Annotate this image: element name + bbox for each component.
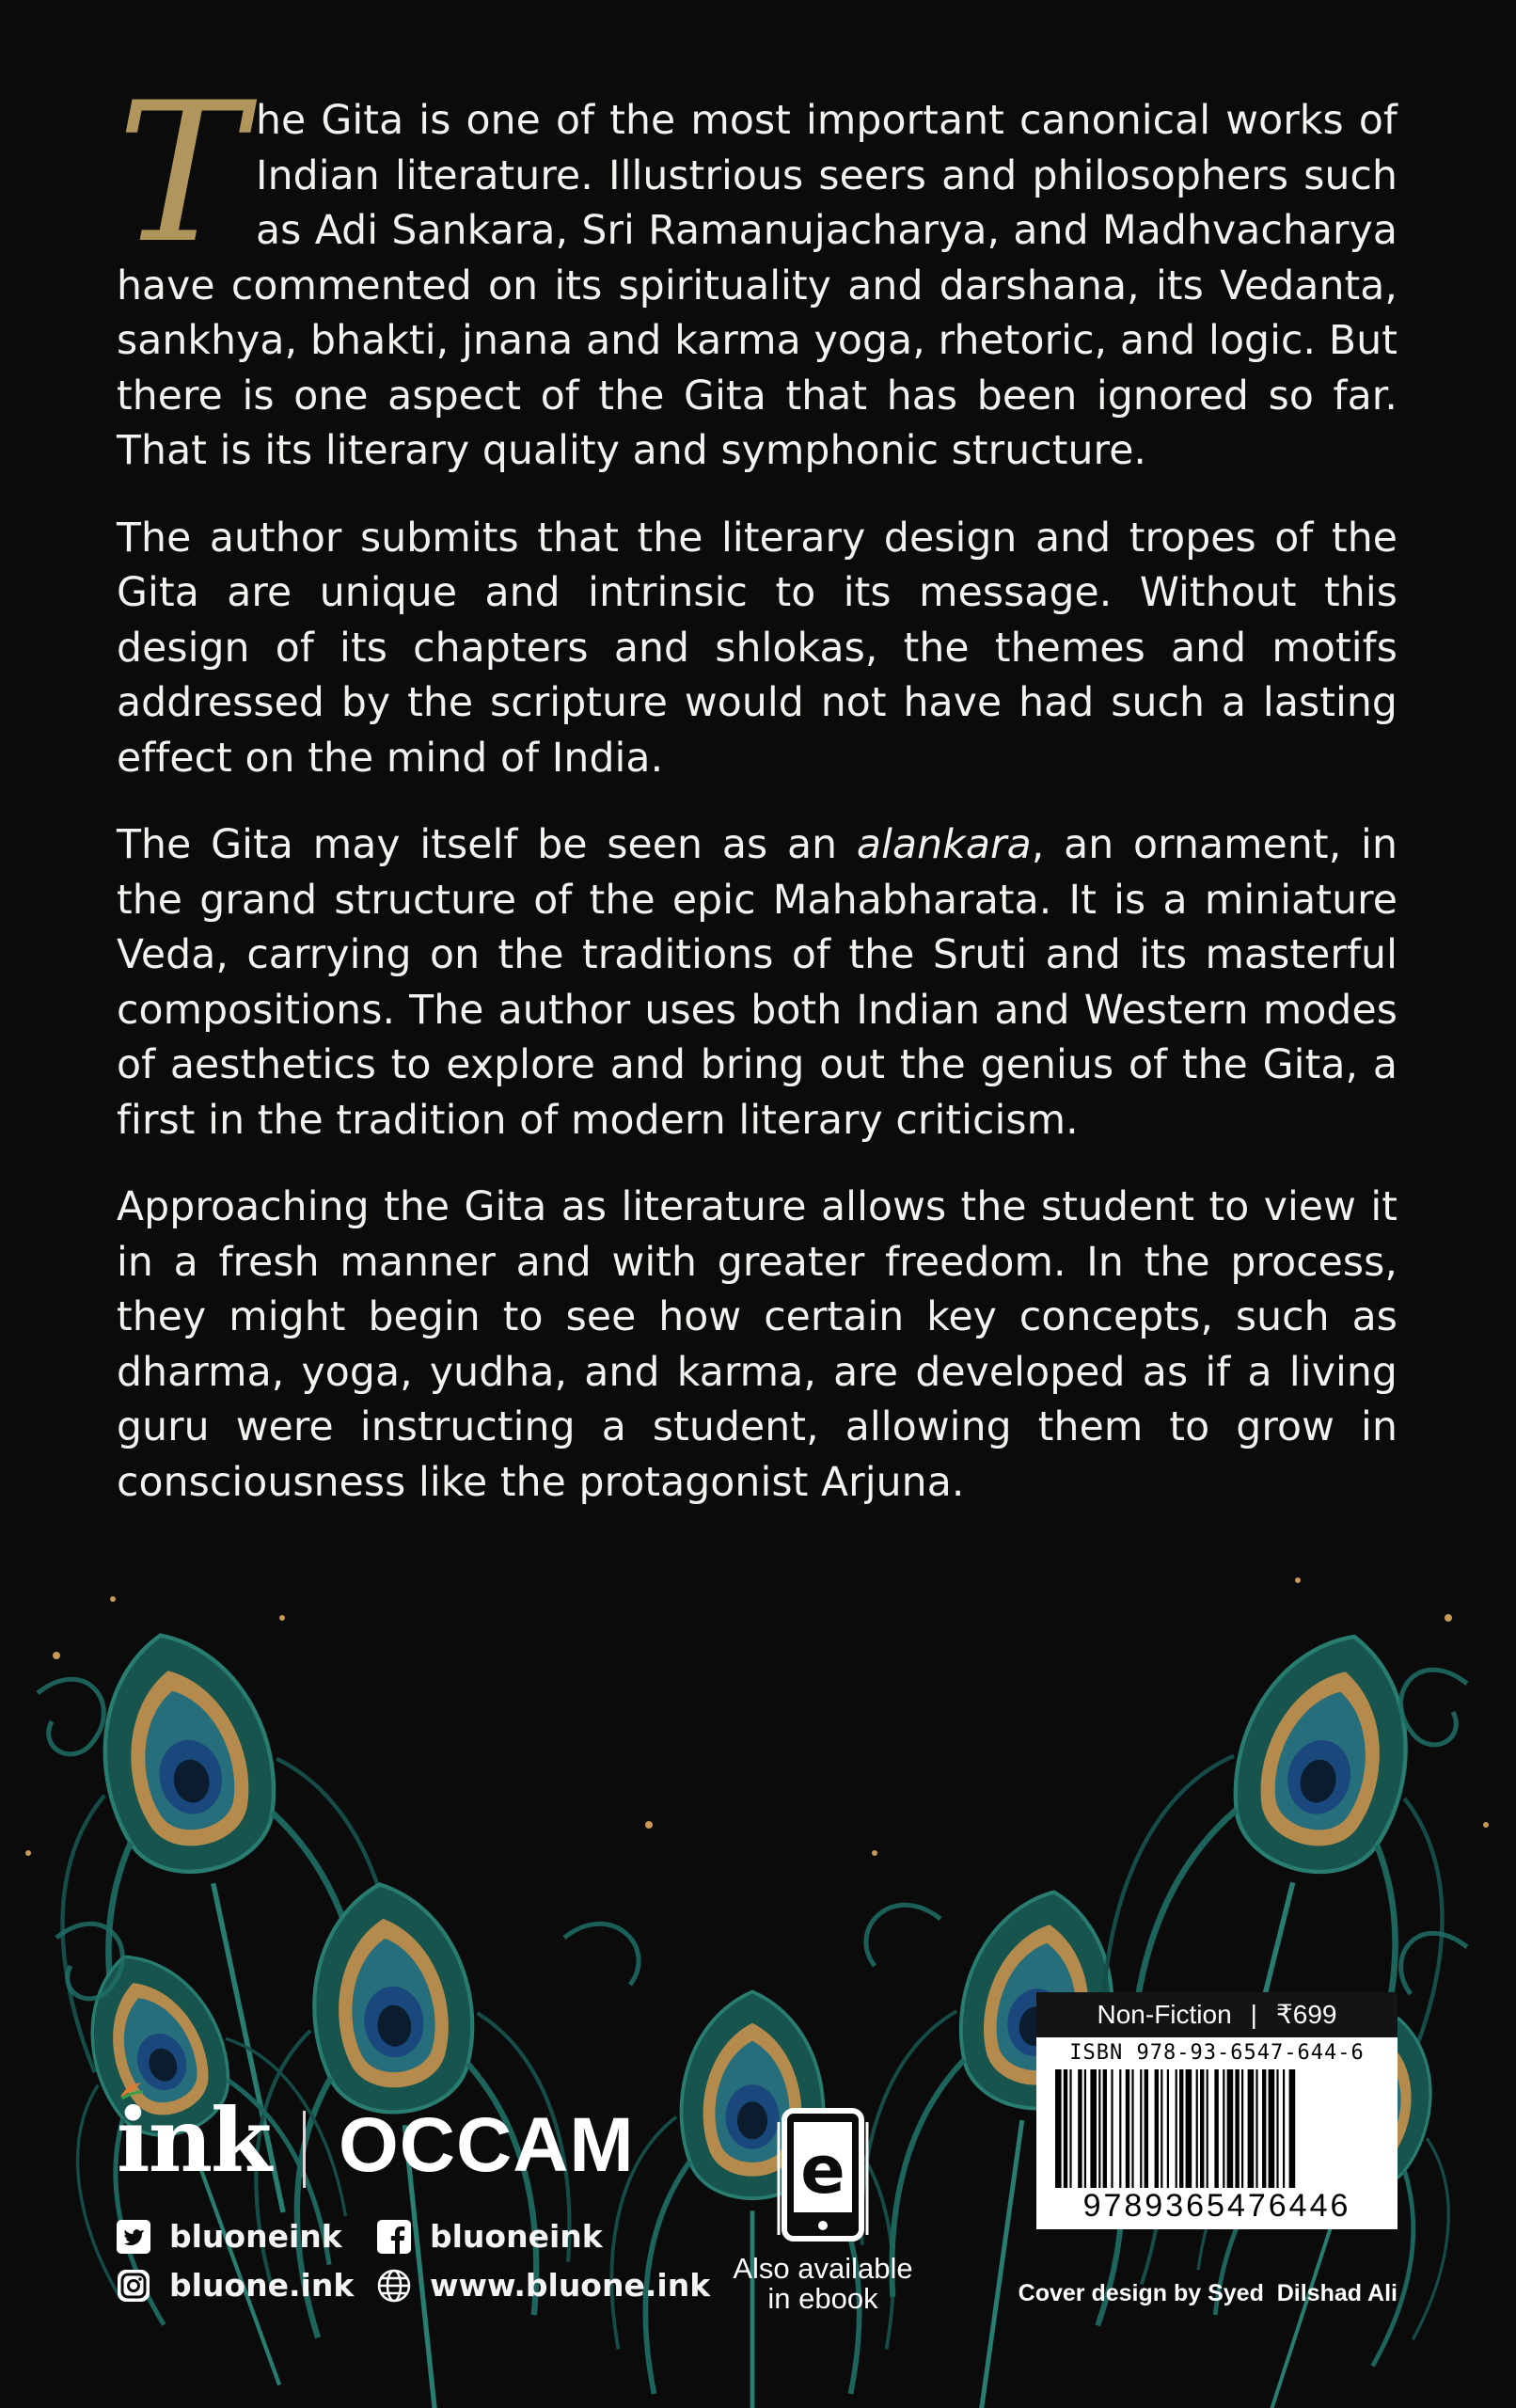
cover-credit: Cover design by Syed Dilshad Ali <box>1018 2280 1398 2306</box>
paragraph-3-text-b: , an ornament, in the grand structure of the epic Mahabharata. It is a miniature Veda, carrying on the traditions of the Sruti and its masterful compositions. The author uses both Indian and Western modes of aesthetics to explore and bring out the genius of the Gita, a first in the tradition of modern literary criticism. <box>117 822 1398 1144</box>
barcode-bar <box>1262 2069 1266 2188</box>
barcode-bar <box>1111 2069 1113 2188</box>
barcode-bar <box>1276 2069 1278 2188</box>
barcode-bar <box>1196 2069 1198 2188</box>
ebook-badge <box>719 2103 926 2314</box>
barcode-bar <box>1078 2069 1082 2188</box>
barcode-bar <box>1069 2069 1071 2188</box>
barcode-bar <box>1186 2069 1192 2188</box>
website-url: www.bluone.ink <box>430 2267 711 2304</box>
social-twitter <box>117 2218 342 2255</box>
svg-text:e: e <box>800 2131 845 2209</box>
barcode-bar <box>1255 2069 1257 2188</box>
barcode-bar <box>1283 2069 1285 2188</box>
social-instagram <box>117 2267 354 2304</box>
barcode-bar <box>1064 2069 1067 2188</box>
social-facebook <box>377 2218 603 2255</box>
barcode-bar <box>1090 2069 1097 2188</box>
paragraph-3-emphasis: alankara <box>856 822 1032 868</box>
barcode-bar <box>1248 2069 1255 2188</box>
blurb-paragraph-4: Approaching the Gita as literature allows the student to view it in a fresh manner and with greater freedom. In the process, they might begin to see how certain key concepts, such as dharma, yoga, yudha, and karma, are developed as if a living guru were instructing a student, allowing them to grow in consciousness like the protagonist Arjuna. <box>117 1184 1398 1506</box>
occam-logo: OCCAM <box>339 2102 635 2188</box>
barcode-bar <box>1223 2069 1224 2188</box>
barcode-bar <box>1269 2069 1275 2188</box>
barcode-bar <box>1179 2069 1183 2188</box>
blurb-paragraph-1 <box>117 62 1398 480</box>
barcode-bar <box>1167 2069 1169 2188</box>
facebook-handle: bluoneink <box>430 2218 603 2255</box>
barcode-bar <box>1161 2069 1162 2188</box>
facebook-icon <box>377 2220 411 2254</box>
barcode-bar <box>1235 2069 1239 2188</box>
barcode-bar <box>1214 2069 1218 2188</box>
social-website <box>377 2267 710 2304</box>
barcode-digits: 9789365476446 <box>1082 2188 1351 2224</box>
barcode-bar <box>1289 2069 1296 2188</box>
price-label: ₹699 <box>1275 2000 1337 2029</box>
barcode-bar <box>1140 2069 1142 2188</box>
paragraph-1-text: he Gita is one of the most important canonical works of Indian literature. Illustrious seers and philosophers such as Adi Sankara, Sri Ramanujacharya, and Madhvacharya have commented on its spirituality and darshana, its Vedanta, sankhya, bhakti, jnana and karma yoga, rhetoric, and logic. But there is one aspect of the Gita that has been ignored so far. That is its literary quality and symphonic structure. <box>117 98 1398 474</box>
barcode-bar <box>1103 2069 1107 2188</box>
barcode-bar <box>1084 2069 1086 2188</box>
barcode-bar <box>1119 2069 1121 2188</box>
ebook-caption-line1: Also available <box>733 2252 913 2285</box>
twitter-handle: bluoneink <box>169 2218 342 2255</box>
drop-cap: T <box>117 62 245 286</box>
instagram-handle: bluone.ink <box>169 2267 355 2304</box>
blurb-paragraph-2: The author submits that the literary design and tropes of the Gita are unique and intrinsic to its message. Without this design of its chapters and shlokas, the themes and motifs addressed by the scripture would not have had such a lasting effect on the mind of India. <box>117 515 1398 782</box>
twitter-icon <box>117 2220 150 2254</box>
genre-label: Non-Fiction <box>1097 2000 1232 2029</box>
barcode-bar <box>1055 2069 1062 2188</box>
barcode-bar <box>1227 2069 1234 2188</box>
barcode-bar <box>1241 2069 1243 2188</box>
isbn-barcode <box>1036 2037 1398 2229</box>
price-separator: | <box>1250 2000 1257 2029</box>
instagram-icon <box>117 2269 150 2303</box>
isbn-label: ISBN 978-93-6547-644-6 <box>1069 2041 1365 2065</box>
barcode-bar <box>1131 2069 1133 2188</box>
price-bar <box>1036 1992 1398 2037</box>
ebook-caption <box>719 2254 926 2314</box>
barcode-bar <box>1207 2069 1208 2188</box>
barcode-bar <box>1126 2069 1129 2188</box>
blurb-paragraph-3 <box>117 818 1398 1149</box>
logo-divider <box>303 2111 306 2188</box>
ink-logo: ink <box>117 2089 271 2193</box>
barcode-bars <box>1055 2069 1379 2188</box>
back-cover-blurb <box>117 62 1398 1543</box>
barcode-bar <box>1155 2069 1159 2188</box>
paragraph-3-text-a: The Gita may itself be seen as an <box>117 822 857 868</box>
barcode-bar <box>1145 2069 1148 2188</box>
barcode-bar <box>1200 2069 1204 2188</box>
ebook-caption-line2: in ebook <box>767 2282 878 2315</box>
ebook-icon <box>771 2103 875 2246</box>
barcode-bar <box>1176 2069 1177 2188</box>
globe-icon <box>377 2269 411 2303</box>
barcode-bar <box>1098 2069 1100 2188</box>
